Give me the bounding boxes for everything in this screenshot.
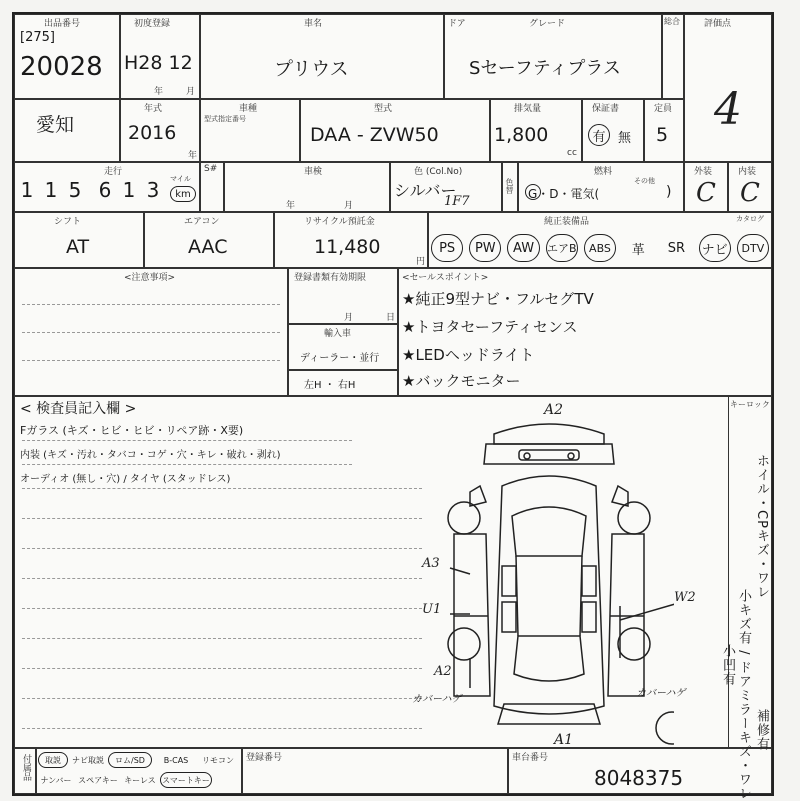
color-label: 色 (Col.No) bbox=[414, 167, 463, 177]
s-label: S# bbox=[204, 164, 218, 174]
lot-sub: [275] bbox=[20, 30, 55, 45]
first-reg: H28 12 bbox=[124, 52, 193, 74]
inspector-title: < 検査員記入欄 > bbox=[20, 401, 137, 417]
shift-label: シフト bbox=[54, 217, 82, 227]
sales-label: <セールスポイント> bbox=[402, 273, 489, 283]
side-text-4: 補修有 bbox=[754, 709, 769, 751]
steering: 左H ・ 右H bbox=[304, 380, 356, 391]
import-label: 輸入車 bbox=[324, 329, 352, 339]
displacement-label: 排気量 bbox=[514, 104, 542, 114]
ac-label: エアコン bbox=[184, 217, 220, 227]
exterior: C bbox=[696, 178, 716, 208]
sales-point: ★LEDヘッドライト bbox=[402, 346, 535, 364]
mileage-digit: 6 bbox=[98, 178, 112, 202]
small-label: 総合 bbox=[664, 17, 680, 26]
accessory-item: ロム/SD bbox=[108, 752, 152, 768]
model-code-label: 型式 bbox=[374, 104, 393, 114]
warranty-yes: 有 bbox=[588, 124, 610, 146]
capacity: 5 bbox=[656, 124, 669, 146]
score: 4 bbox=[714, 84, 742, 135]
mark-a2-left: A2 bbox=[434, 664, 452, 679]
accessory-item: 取説 bbox=[38, 752, 68, 768]
equipment-item: ABS bbox=[584, 234, 616, 262]
dealer-label: ディーラー・並行 bbox=[300, 353, 380, 364]
mileage-digit: 1 bbox=[44, 178, 58, 202]
vehicle-type-label: 車種 bbox=[239, 104, 258, 114]
fuel-options: G・D・電気( bbox=[528, 187, 600, 201]
caution-label: <注意事項> bbox=[124, 273, 176, 283]
accessories-row-1 bbox=[38, 752, 242, 770]
fuel-other: その他 bbox=[634, 177, 655, 185]
model-code: DAA - ZVW50 bbox=[310, 124, 439, 146]
car-name: プリウス bbox=[274, 58, 349, 80]
interior-label: 内装 bbox=[738, 167, 757, 177]
recycle-label: リサイクル預託金 bbox=[304, 217, 375, 227]
model-year: 2016 bbox=[128, 122, 177, 144]
accessory-item: スペアキー bbox=[78, 775, 118, 785]
equipment-item: エアB bbox=[546, 234, 578, 262]
color: シルバー bbox=[394, 181, 457, 200]
mark-a2-top: A2 bbox=[544, 402, 564, 418]
equip-label: 純正装備品 bbox=[544, 217, 590, 227]
mark-cover-left: カバーハゲ bbox=[412, 694, 462, 705]
lot-number: 20028 bbox=[20, 52, 103, 82]
grade-label: グレード bbox=[529, 19, 566, 29]
inspector-line-2: 内装 (キズ・汚れ・タバコ・コゲ・穴・キレ・破れ・剥れ) bbox=[20, 450, 281, 461]
sales-point: ★純正9型ナビ・フルセグTV bbox=[402, 290, 594, 308]
car-name-label: 車名 bbox=[304, 19, 323, 29]
catalog-label: カタログ bbox=[736, 215, 764, 223]
mileage-digit: 5 bbox=[68, 178, 82, 202]
door-label: ドア bbox=[448, 19, 466, 29]
first-reg-label: 初度登録 bbox=[134, 19, 171, 29]
accessory-item: リモコン bbox=[202, 755, 234, 765]
side-text-3: 小凹有 bbox=[720, 644, 735, 686]
equipment-item: PW bbox=[469, 234, 501, 262]
region: 愛知 bbox=[36, 114, 75, 136]
mark-a1: A1 bbox=[554, 732, 574, 748]
displacement: 1,800 bbox=[494, 124, 549, 146]
month-unit: 月 bbox=[186, 87, 196, 97]
score-label: 評価点 bbox=[704, 19, 732, 29]
lot-label: 出品番号 bbox=[44, 19, 81, 29]
cc-unit: cc bbox=[567, 148, 577, 158]
mark-w2: W2 bbox=[674, 590, 696, 605]
equipment-item: 革 bbox=[631, 242, 645, 258]
side-text-2: 小キズ有 / ドアミラーキズ・ワレ bbox=[736, 589, 751, 801]
reg-month: 月 bbox=[344, 313, 354, 323]
auction-sheet bbox=[12, 12, 774, 801]
inspector-line-3: オーディオ (無し・穴) / タイヤ (スタッドレス) bbox=[20, 474, 231, 485]
fuel-label: 燃料 bbox=[594, 167, 613, 177]
accessory-item: キーレス bbox=[124, 775, 156, 785]
equipment-item: ナビ bbox=[699, 234, 731, 262]
model-year-unit: 年 bbox=[188, 151, 198, 161]
chassis-label: 車台番号 bbox=[512, 753, 549, 763]
km-unit: km bbox=[170, 186, 196, 202]
color-change-label: 色替 bbox=[505, 178, 514, 194]
keylock-label: キーロック bbox=[730, 400, 770, 409]
accessory-item: スマートキー bbox=[160, 772, 212, 788]
color-code: 1F7 bbox=[444, 194, 470, 209]
model-year-label: 年式 bbox=[144, 104, 163, 114]
equipment-item: DTV bbox=[737, 234, 769, 262]
warranty-label: 保証書 bbox=[592, 104, 620, 114]
reg-day: 日 bbox=[386, 313, 396, 323]
accessory-item: ナビ取説 bbox=[72, 755, 104, 765]
mileage-digit: 1 bbox=[20, 178, 34, 202]
yen-unit: 円 bbox=[416, 257, 426, 267]
chassis-no: 8048375 bbox=[594, 766, 684, 790]
reg-no-label: 登録番号 bbox=[246, 753, 283, 763]
mileage-digit: 1 bbox=[122, 178, 136, 202]
accessory-item: ナンバー bbox=[40, 775, 72, 785]
ac: AAC bbox=[188, 236, 228, 258]
accessories-label: 付属品 bbox=[21, 754, 31, 781]
inspector-line-1: Fガラス (キズ・ヒビ・ヒビ・リペア跡・X要) bbox=[20, 424, 244, 437]
mileage-digit: 3 bbox=[146, 178, 160, 202]
equipment-item: PS bbox=[431, 234, 463, 262]
equipment-list bbox=[428, 230, 772, 266]
mark-u1: U1 bbox=[422, 602, 442, 617]
interior: C bbox=[740, 178, 760, 208]
mile-label: マイル bbox=[170, 175, 191, 183]
vehicle-type-sub: 型式指定番号 bbox=[204, 115, 246, 123]
capacity-label: 定員 bbox=[654, 104, 673, 114]
accessory-item: B-CAS bbox=[163, 755, 189, 765]
grade: Sセーフティプラス bbox=[469, 58, 621, 79]
sales-point: ★トヨタセーフティセンス bbox=[402, 318, 578, 336]
recycle: 11,480 bbox=[314, 236, 381, 258]
year-unit: 年 bbox=[154, 87, 164, 97]
fuel-close: ) bbox=[666, 184, 672, 200]
mark-a3: A3 bbox=[422, 556, 440, 571]
side-text-1: ホイル・CPキズ・ワレ bbox=[754, 454, 769, 599]
reg-expiry-label: 登録書類有効期限 bbox=[294, 273, 367, 283]
equipment-item: SR bbox=[667, 240, 686, 256]
inspection-year: 年 bbox=[286, 201, 296, 211]
inspection-label: 車検 bbox=[304, 167, 323, 177]
shift: AT bbox=[66, 236, 90, 258]
warranty-no: 無 bbox=[618, 131, 632, 146]
exterior-label: 外装 bbox=[694, 167, 713, 177]
mark-cover-right: カバーハゲ bbox=[636, 688, 686, 699]
inspection-month: 月 bbox=[344, 201, 354, 211]
equipment-item: AW bbox=[507, 234, 539, 262]
mileage-label: 走行 bbox=[104, 167, 123, 177]
accessories-row-2 bbox=[38, 772, 242, 790]
sales-point: ★バックモニター bbox=[402, 372, 521, 390]
